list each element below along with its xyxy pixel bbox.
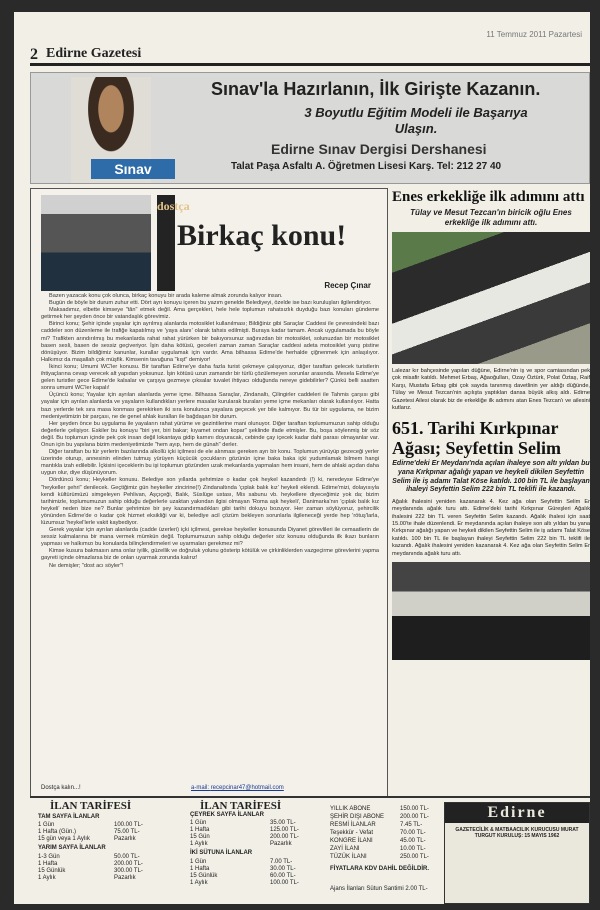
ceyrek-heading: ÇEYREK SAYFA İLANLAR [190,812,264,818]
paragraph: Diğer taraftan bu tür yerlerin bazılarında alkollü içki içilmesi de ele alınması gereken ayrı bir konu. Toplumun yürüyüp gezeceği yerler üzerinde oturup, annesinin elinden tutmuş yürüyen küçücük çocukların gözünün içine baka baka içki yudumlamak bilmem hangi mantıkla izah edilebilir. İçkisini içeceklerin bu işi toplumun gözünden uzak mekanlarda yapmaları hem insani, hem de ahlaki açıdan daha uygun olur, diye düşünüyorum. [41,449,379,477]
paragraph: Bugün de böyle bir durum zuhur etti. Dört ayrı konuyu içeren bu yazım genelde Belediyeyi, özelde ise bazı kuruluşları ilgilendiriyor. [49,300,372,307]
table-cell: 200.00 TL- [270,834,299,840]
table-row: TÜZÜK İLANI [330,854,367,860]
article-author: Recep Çınar [324,281,371,290]
table-cell: 35.00 TL- [270,820,296,826]
table-cell: 125.00 TL- [270,827,299,833]
table-cell: 30.00 TL- [270,866,296,872]
table-row: YILLIK ABONE [330,806,371,812]
table-cell: 100.00 TL- [270,880,299,886]
author-photo [41,195,151,291]
ad-school-name: Edirne Sınav Dergisi Dershanesi [271,141,487,157]
story2-subtitle: Edirne'deki Er Meydanı'nda açılan ihaleye son altı yıldan bu yana Kırkpınar ağalığı yapan ve heykeli dikilen Seyfettin Selim ile iş adamı Talat Köse katıldı. 100 bin TL ile başlayan ihaleyi Seyfettin Selim 222 bin TL teklifi ile kazandı. [392,460,590,494]
kirkpinar-photo [392,562,590,660]
page-number: 2 [30,46,38,63]
table-row: 15 Günlük [190,873,218,879]
table-cell: 7.00 TL- [270,859,293,865]
table-cell: 70.00 TL- [400,830,426,836]
story1-subtitle: Tülay ve Mesut Tezcan'ın biricik oğlu Enes erkekliğe ilk adımını attı. [410,208,572,227]
paragraph: Maksadımız, elbette kimseye "tân" etmek değil. Ama gerçekleri, hele hele toplumun rahatsızlık duyduğu bazı konuları gündeme getirmek her şeyden önce bir vatandaşlık görevimiz. [41,307,379,321]
signoff: Dostça kalın...! [41,785,81,791]
ad-tariff [30,796,590,904]
table-cell: 45.00 TL- [400,838,426,844]
table-cell: 7.45 TL- [400,822,423,828]
right-column [392,188,590,798]
table-row: ZAYİ İLANI [330,846,360,852]
paragraph: Her şeyden önce bu uygulama ile yayaların rahat yürüme ve gezintilerine mani olunuyor. Diğer taraftan toplumumuzun sahip olduğu değerlerle çelişiyor. Eskiler bu konuyu "biri yer, biri bakar; kıyamet ondan kopar" şeklinde ifade etmişler. Bu, boşa söylenmiş bir söz değil. Bu toplumun içinde pek çok insan değil lokantaya gidip karnını doyuracak, cebinde çay içecek kadar dahi parası olmayanlar var. Onun için bu yapılana bizim medeniyetimizde "hem ayıp, hem de günah" derler. [41,420,379,448]
story2-title: 651. Tarihi Kırkpınar Ağası; Seyfettin Selim [392,418,561,459]
paragraph: Gerek yayalar için ayrılan alanlarda (cadde üzerleri) içki içilmesi, gerekse heykeller konusunda Diyanet görevlileri ile cemaatlerin de sessiz kalmalarına bir mana vermek mümkün değil. Toplumumuzun sahip olduğu değerler söz konusu olduğunda ilk ikazı bunların yapması ve halkımızı bu konularda bilinçlendirmeleri ve uyarmaları gerekmez mi? [41,527,379,548]
paragraph: Ne demişler; "dost acı söyler"! [49,562,124,569]
table-cell: Pazarlık [114,836,136,842]
table-row: Teşekkür - Vefat [330,830,374,836]
table-cell: 100.00 TL- [114,822,143,828]
kdv-note: FİYATLARA KDV DAHİL DEĞİLDİR. [330,866,430,872]
ad-slogan: 3 Boyutlu Eğitim Modeli ile Başarıya Ulaşın. [304,105,528,136]
paragraph: İkinci konu; Umumi WC'ler konusu. Bir taraftan Edirne'ye daha fazla turist çekmeye çalışıyoruz, diğer taraftan gelecek turistlerin ihtiyaçlarına cevap verecek alt yapıdan yoksunuz. İşin kötüsü uzun zamandır bir türlü çözülemeyen sorunlar arasında. Mesela Edirne'ye gelen turistler gece Edirne'de kalsalar ve çarşıya gezmeye çıksalar tuvalet ihtiyacı olduğunda nereye gidebilirler? Çünkü belli saatten sonra umumi WC'ler kapalı! [41,363,379,392]
page-header [30,44,590,66]
table-cell: 60.00 TL- [270,873,296,879]
table-row: 1 Gün [38,822,55,828]
ajans-note: Ajans İlanları Sütun Santimi 2.00 TL- [330,886,428,892]
paper-name: Edirne Gazetesi [46,46,142,61]
table-row: 1 Aylık [190,880,208,886]
table-row: 15 gün veya 1 Aylık [38,836,90,842]
story1-title: Enes erkekliğe ilk adımını attı [392,188,590,206]
paragraph: Üçüncü konu; Yayalar için ayrılan alanlarda yeme içme. Bilhassa Saraçlar, Zindanaltı, Çilingirler caddeleri ile Tahmis çarşısı gibi yayalar için ayrılan alanlarda ve yayaların kullandıkları yerlere masalar kurularak buraları yeme içme mekanları olarak kullanılıyor. Hatta bazı yerlerde tek sıra masa konması gerekirken iki sıra konulunca yayalara geçecek yer bile kalmıyor. Bu tür bir uygulama, ne bizim medeniyetimizin bir parçası, ne de genel ahlak kuralları ile bağdaşan bir durum. [41,392,379,420]
table-cell: 300.00 TL- [114,868,143,874]
table-row: 1 Aylık [38,875,56,881]
table-cell: 250.00 TL- [400,854,429,860]
table-row: 15 Gün [190,834,210,840]
iki-sutun-heading: İKİ SÜTUNA İLANLAR [190,850,253,856]
paragraph: Bazen yazacak konu çok olunca, birkaç konuyu bir arada kaleme almak zorunda kalıyor insan. [49,293,283,299]
tariff-title: İLAN TARİFESİ [50,800,132,812]
table-cell: 10.00 TL- [400,846,426,852]
table-row: RESMİ İLANLAR [330,822,376,828]
ad-headline: Sınav'la Hazırlanın, İlk Girişte Kazanın. [211,79,541,99]
author-email[interactable] [191,785,284,791]
table-row: 1-3 Gün [38,854,60,860]
table-row: 1 Hafta (Gün.) [38,829,77,835]
table-cell: 75.00 TL- [114,829,140,835]
table-cell: 200.00 TL- [114,861,143,867]
table-cell: 150.00 TL- [400,806,429,812]
column-brand: dostça [157,195,175,291]
table-row: 1 Hafta [190,827,210,833]
yarim-sayfa-heading: YARIM SAYFA İLANLAR [38,845,106,851]
signoff-line [41,785,379,791]
article-title: Birkaç konu! [177,219,347,252]
table-row: 15 Günlük [38,868,66,874]
column-article [30,188,388,798]
newspaper-page [14,12,590,904]
paragraph: Kimse kusura bakmasın ama onlar iyilik, güzellik ve doğruluk yolunu gösterip kötülük ve çirkinliklerden vazgeçirme görevlerini yapma gayreti içinde olmazlarsa biz de onları uyarmak zorunda kalırız! [41,548,379,562]
table-cell: 50.00 TL- [114,854,140,860]
table-row: 1 Hafta [190,866,210,872]
email-label: a-mail: [191,785,210,791]
table-row: 1 Gün [190,820,207,826]
issue-date: 11 Temmuz 2011 Pazartesi [486,30,582,39]
table-row: ŞEHİR DIŞI ABONE [330,814,385,820]
email-link[interactable]: recepcinar47@hotmail.com [210,785,284,791]
ad-address: Talat Paşa Asfaltı A. Öğretmen Lisesi Karş. Tel: 212 27 40 [231,161,502,172]
wedding-photo [392,232,590,364]
story2-text: Ağalık ihalesini yeniden kazanarak 4. Kez ağa olan Seyfettin Selim Er meydanında ağalık turu attı. Edirne'deki tarihi Kırkpınar Güreşleri Ağalık ihalesini 222 bin TL veren Seyfettin Selim kazandı. Ağalık ihalesi için saat 15.00'te ihale düzenlendi. Er meydanında açılan ihaleye son altı yıldan bu yana Kırkpınar ağalığı yapan ve heykeli dikilen Seyfettin Selim ile iş adamı Talat Köse katıldı. 100 bin TL ile başlayan ihaleyi Seyfettin Selim 222 bin TL teklifi ile kazandı. Ağalık ihalesini yeniden kazanarak 4. Kez ağa olan Seyfettin Selim Er meydanında ağalık turu attı. [392,498,590,557]
article-body [41,293,379,570]
logo-subtitle: GAZETECİLİK & MATBAACILIK KURUCUSU MURAT TURGUT KURULUŞ: 15 MAYIS 1962 [455,827,579,839]
tariff-title-2: İLAN TARİFESİ [200,800,282,812]
paper-logo: Edirne [445,803,589,823]
table-row: KONGRE İLANI [330,838,373,844]
sinav-advertisement [30,72,590,184]
table-row: 1 Gün [190,859,207,865]
sinav-logo: Sınav [91,159,175,179]
masthead-box [444,802,590,904]
tam-sayfa-heading: TAM SAYFA İLANLAR [38,814,100,820]
table-row: 1 Hafta [38,861,58,867]
table-cell: 200.00 TL- [400,814,429,820]
paragraph: Dördüncü konu; Heykeller konusu. Belediye son yıllarda şehrimize o kadar çok heykel kazandırdı (!) ki, neredeyse Edirne'ye "heykeller şehri" denilecek. Geçtiğimiz gün heykeller zincirine(!) Zindanaltında 'çıplak balık kız' heykeli eklendi. Edirne'mizi, dolayısıyla kendi kültürümüzü simgeleyen Pehlivan, Aşçıçeği, Balık, Süslüge ustası, Mis sabunu vb. heykellere diyeceğimiz yok da; bizim tarihimizle, toplumumuzun sahip olduğu değerlerle uzaktan yakından ilgisi olmayan 'Roma aşk heykeli', Danimarka'nın 'çıplak balık kız heykeli' neden bize ne? Bunlar şehrimize bir şey kazandırmadıkları gibi tarihi dokuyu bozuyor. Her zaman söylüyoruz, şehircilik yönünden Edirne'de o kadar çok hizmet eksikliği var ki, belediye acil çözüm bekleyen sorunlarla ilgileneceği yerde hep 'rötuş'larla, lüzumsuz 'heykel'lerle vakit kaybediyor. [41,477,379,526]
table-cell: Pazarlık [270,841,292,847]
paragraph: Birinci konu; Şehir içinde yayalar için ayrılmış alanlarda motosiklet kullanılması; Bildiğiniz gibi Saraçlar Caddesi ile çevresindeki bazı caddeler son düzenleme ile trafiğe kapatılmış ve 'yaya alanı' olarak tahsis edilmişti. Buraya kadar tamam. Ancak uygulamada bu böyle mi? Trafikten arındırılmış bu mekanlarda rahat rahat yürürken bir bakıyorsunuz sağınızdan bir motosiklet, solunuzdan bir motosiklet basen sesli, basen de sessiz geçiveriyor. İşin daha kötüsü, geceleri zaman zaman Saraçlar caddesi adeta motosiklet yarış pistine dönüşüyor. Bizim bildiğimiz kanunlar, kurallar uygulamak için vardır. Ama bilhassa Edirne'de herhalde çiğnenmek için anlaşılıyor. Halkımız da maşallah çok müşfik. Kimsenin tavuğuna "kışt" demiyor! [41,321,379,363]
story1-text: Lalezar kır bahçesinde yapılan düğüne, Edirne'nin iş ve spor camiasından pek çok misafir katıldı. Mehmet Erbaş, Ağaoğulları, Ozay Öztürk, Polat Öztaş, Raif Karşı, Mustafa Erbaş gibi çok sayıda tanınmış davetlinin yer aldığı düğünde, Tülay ve Mesut Tezcan'nin açılışta yaptıkları dansa büyük alkış aldı. Edirne Gazetesi Ailesi olarak biz de erkekliğe ilk adımını atan Enes Tezcan'ı ve ailesini kutlarız. [392,368,590,412]
table-row: 1 Aylık [190,841,208,847]
table-cell: Pazarlık [114,875,136,881]
